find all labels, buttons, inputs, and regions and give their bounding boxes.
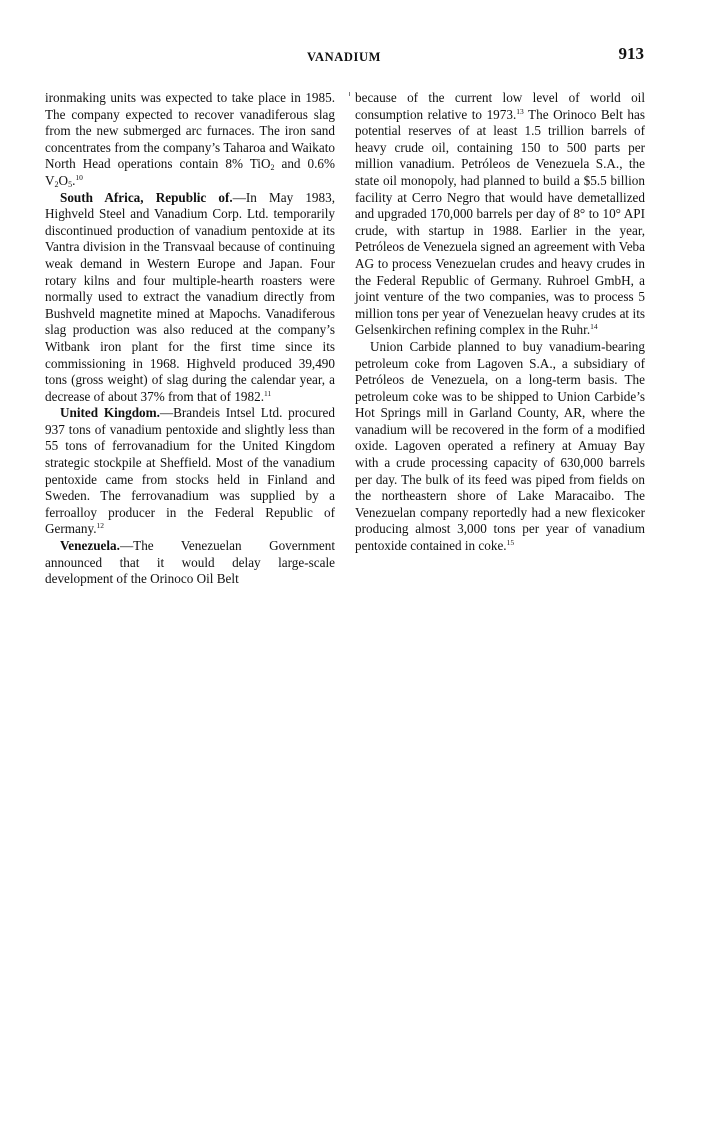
paragraph-text: and 0.6% V bbox=[45, 156, 335, 188]
footnote-ref: 11 bbox=[264, 388, 272, 398]
page-header bbox=[44, 44, 644, 68]
paragraph-union-carbide bbox=[355, 339, 645, 555]
left-column bbox=[45, 90, 335, 588]
paragraph-text: —In May 1983, Highveld Steel and Vanadium Corp. Ltd. temporarily discontinued production of vanadium pentoxide at its Vantra division in the Transvaal because of continuing weak demand in Western Europe and Japan. Four rotary kilns and four multiple-hearth roasters were normally used to extract the vanadium directly from Bushveld magnetite mined at Mapochs. Vanadiferous slag production was also reduced at the company’s Witbank iron plant for the first time since its commissioning in 1968. Highveld produced 39,490 tons (gross weight) of slag during the calendar year, a decrease of about 37% from that of 1982. bbox=[45, 189, 335, 404]
running-head: VANADIUM bbox=[306, 50, 381, 64]
page-number: 913 bbox=[618, 44, 644, 63]
paragraph-text: O bbox=[58, 172, 69, 188]
paragraph-united-kingdom bbox=[45, 405, 335, 538]
paragraph-text: . bbox=[72, 172, 76, 188]
paragraph-text: Union Carbide planned to buy vanadium-bearing petroleum coke from Lagoven S.A., a subsidiary of Petróleos de Venezuela, on a long-term basis. The petroleum coke was to be shipped to Union Carbide’s Hot Springs mill in Garland County, AR, where the vanadium will be recovered in the form of a modified oxide. Lagoven operated a refinery at Amuay Bay with a crude processing capacity of 630,000 barrels per day. The bulk of its feed was piped from fields on the northeastern shore of Lake Maracaibo. The Venezuelan company reportedly had a new flexicoker producing almost 3,000 tons per year of vanadium pentoxide contained in coke. bbox=[355, 338, 645, 554]
footnote-ref: 13 bbox=[516, 106, 524, 116]
subscript: 5 bbox=[68, 179, 73, 189]
subscript: 2 bbox=[270, 163, 275, 173]
footnote-ref: 14 bbox=[590, 322, 598, 332]
paragraph-text: The Orinoco Belt has potential reserves of at least 1.5 trillion barrels of heavy crude oil, containing 150 to 500 parts per million vanadium. Petróleos de Venezuela S.A., the state oil monopoly, had planned to build a $5.5 billion facility at Cerro Negro that would have demetallized and upgraded 170,000 barrels per day of 8° to 10° API crude, with startup in 1988. Earlier in the year, Petróleos de Venezuela signed an agreement with Veba AG to process Venezuelan crudes and heavy crudes in the Federal Republic of Germany. Ruhroel GmbH, a joint venture of the two companies, was to process 5 million tons per year of Venezuelan heavy crudes at its Gelsenkirchen refining complex in the Ruhr. bbox=[355, 106, 645, 338]
footnote-ref: 15 bbox=[506, 538, 515, 548]
paragraph-south-africa bbox=[45, 190, 335, 406]
country-heading: South Africa, Republic of. bbox=[60, 189, 233, 205]
country-heading: United Kingdom. bbox=[60, 405, 160, 421]
footnote-ref: 10 bbox=[75, 172, 83, 182]
column-mark bbox=[349, 92, 350, 96]
paragraph-text: —The Venezuelan Government announced that it would delay large-scale development of the Orinoco Oil Belt bbox=[45, 538, 335, 587]
paragraph-venezuela-continued bbox=[355, 90, 645, 339]
right-column bbox=[355, 90, 645, 555]
country-heading: Venezuela. bbox=[60, 538, 120, 554]
paragraph-text: ironmaking units was expected to take place in 1985. The company expected to recover vanadiferous slag from the new submerged arc furnaces. The iron sand concentrates from the company’s Taharoa and Waikato North Head operations contain 8% TiO bbox=[45, 90, 335, 172]
footnote-ref: 12 bbox=[96, 521, 105, 531]
paragraph-new-zealand-continued bbox=[45, 90, 335, 190]
subscript: 2 bbox=[54, 179, 59, 189]
paragraph-text: —Brandeis Intsel Ltd. procured 937 tons of vanadium pentoxide and slightly less than 55 tons of ferrovanadium for the United Kingdom strategic stockpile at Sheffield. Most of the vanadium pentoxide came from stocks held in Finland and Sweden. The ferrovanadium was supplied by a ferroalloy producer in the Federal Republic of Germany. bbox=[45, 405, 335, 537]
paragraph-venezuela bbox=[45, 538, 335, 588]
paragraph-text: because of the current low level of world oil consumption relative to 1973. bbox=[355, 90, 645, 122]
